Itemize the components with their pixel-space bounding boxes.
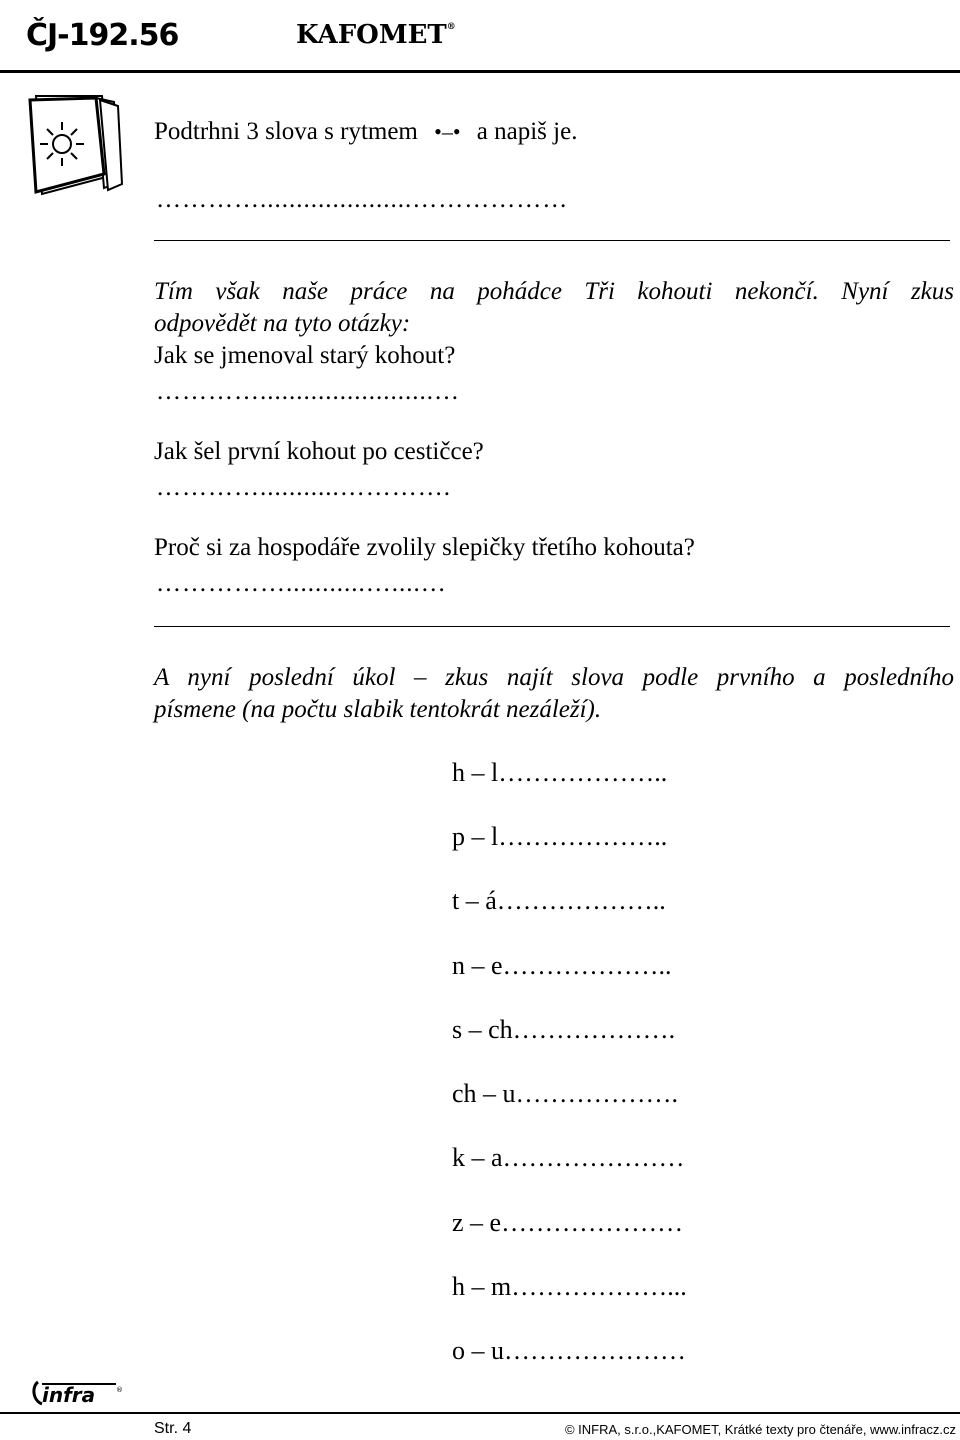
answer-2-dots: …………...........…………. bbox=[156, 474, 451, 501]
infra-logo-text: infra bbox=[42, 1383, 96, 1407]
question-1: Jak se jmenoval starý kohout? bbox=[154, 342, 456, 369]
page-number: Str. 4 bbox=[154, 1420, 192, 1437]
book-with-sun-icon bbox=[22, 92, 126, 202]
rhythm-symbol: •–• bbox=[434, 119, 461, 144]
registered-mark: ® bbox=[446, 22, 456, 32]
brand-name: KAFOMET bbox=[296, 20, 447, 50]
answer-1-dots: …………........................… bbox=[156, 378, 460, 405]
task2-intro-line2: odpovědět na tyto otázky: bbox=[154, 310, 411, 337]
task1-text-before: Podtrhni 3 slova s rytmem bbox=[154, 118, 418, 145]
task1-answer-dots: ………….....................……………… bbox=[156, 186, 569, 213]
document-code: ČJ-192.56 bbox=[26, 18, 179, 53]
infra-registered-mark: ® bbox=[116, 1386, 123, 1394]
task2-answer-line bbox=[154, 626, 950, 627]
copyright-text: © INFRA, s.r.o.,KAFOMET, Krátké texty pro čtenáře, www.infracz.cz bbox=[564, 1422, 956, 1437]
word-row-7: k – a………………… bbox=[452, 1143, 685, 1172]
answer-3-dots: ……………...........…....… bbox=[156, 570, 447, 597]
infra-logo bbox=[30, 1376, 130, 1412]
task1-text-after: a napiš je. bbox=[476, 118, 578, 145]
word-row-1: h – l……………….. bbox=[452, 758, 668, 787]
task1-answer-line bbox=[154, 240, 950, 241]
question-3: Proč si za hospodáře zvolily slepičky třetího kohouta? bbox=[154, 534, 695, 561]
footer-rule bbox=[0, 1412, 960, 1414]
word-row-9: h – m………………... bbox=[452, 1272, 687, 1301]
word-row-2: p – l……………….. bbox=[452, 822, 668, 851]
word-row-10: o – u………………… bbox=[452, 1336, 686, 1365]
word-row-4: n – e……………….. bbox=[452, 951, 672, 980]
header-rule bbox=[0, 70, 960, 73]
word-row-8: z – e………………… bbox=[452, 1208, 684, 1237]
task3-intro-line1: A nyní poslední úkol – zkus najít slova podle prvního a posledního bbox=[154, 664, 954, 691]
word-row-3: t – á……………….. bbox=[452, 886, 666, 915]
word-row-5: s – ch………………. bbox=[452, 1015, 676, 1044]
question-2: Jak šel první kohout po cestičce? bbox=[154, 438, 484, 465]
task2-intro-line1: Tím však naše práce na pohádce Tři kohouti nekončí. Nyní zkus bbox=[154, 278, 954, 305]
task1-instruction bbox=[154, 116, 577, 148]
brand-title bbox=[296, 20, 456, 50]
word-row-6: ch – u………………. bbox=[452, 1079, 679, 1108]
task3-intro-line2: písmene (na počtu slabik tentokrát nezáleží). bbox=[154, 696, 602, 723]
